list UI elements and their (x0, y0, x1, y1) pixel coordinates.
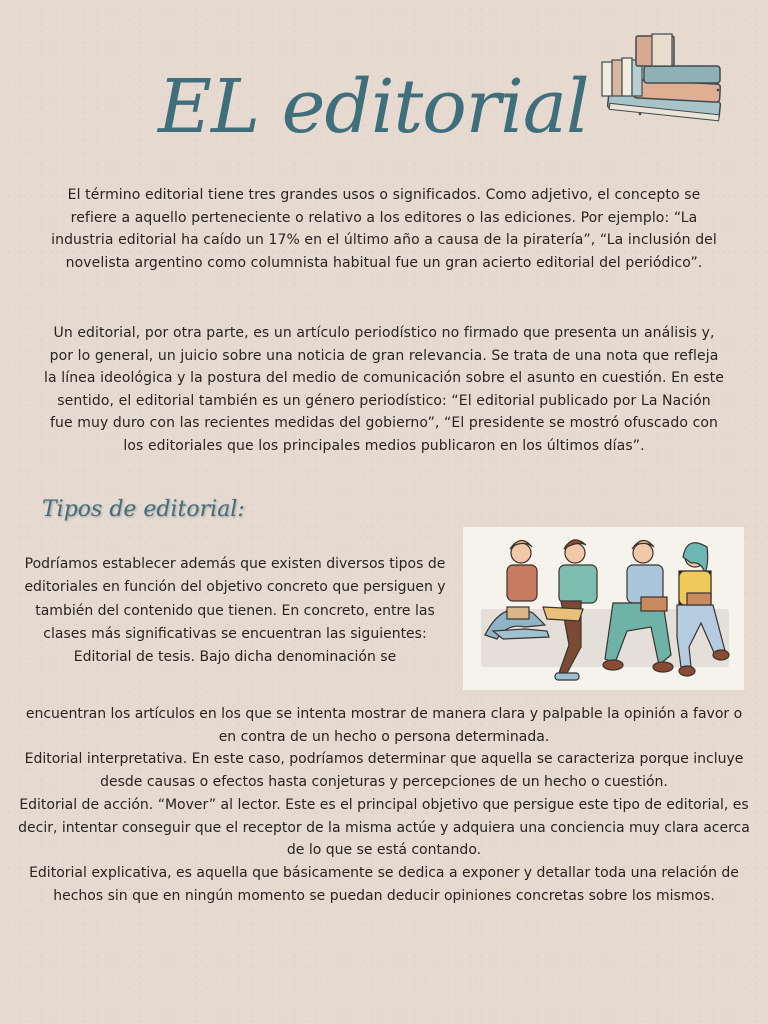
definition-paragraph: Un editorial, por otra parte, es un artículo periodístico no firmado que presenta un análisis y, por lo general, un juicio sobre una noticia de gran relevancia. Se trata de una nota que refleja la línea ideológica y la postura del medio de comunicación sobre el asunto en cuestión. En este sentido, el editorial también es un género periodístico: “El editorial publicado por La Nación fue muy duro con las recientes medidas del gobierno”, “El presidente se mostró ofuscado con los editoriales que los principales medios publicaron en los últimos días”. (44, 325, 724, 454)
interpretative-item: Editorial interpretativa. En este caso, podríamos determinar que aquella se caracteriza porque incluye desde causas o efectos hasta conjeturas y percepciones de un hecho o cuestión. (24, 751, 744, 791)
editorial-types-list (18, 703, 750, 907)
action-item: Editorial de acción. “Mover” al lector. Este es el principal objetivo que persigue este tipo de editorial, es decir, intentar conseguir que el receptor de la misma actúe y adquiera una conciencia muy clara acerca de lo que se está contando. (18, 796, 750, 859)
page-title: EL editorial (158, 64, 589, 150)
explanatory-item: Editorial explicativa, es aquella que básicamente se dedica a exponer y detallar toda una relación de hechos sin que en ningún momento se puedan deducir opiniones concretas sobre los mismos. (29, 864, 739, 904)
thesis-start-line: Editorial de tesis. Bajo dicha denominación se (73, 649, 397, 666)
stack-of-books-icon (600, 32, 732, 128)
types-intro-paragraph: Podríamos establecer además que existen diversos tipos de editoriales en función del objetivo concreto que persiguen y también del contenido que tienen. En concreto, entre las clases más significativas se encuentran las siguientes: (24, 556, 446, 642)
section-heading: Tipos de editorial: (42, 497, 245, 522)
types-intro-column (20, 553, 450, 669)
thesis-continued: encuentran los artículos en los que se intenta mostrar de manera clara y palpable la opinión a favor o en contra de un hecho o persona determinada. (25, 706, 743, 745)
people-reading-illustration (463, 527, 744, 690)
person-1 (485, 540, 549, 639)
people-reading-drawing (463, 527, 744, 690)
intro-paragraph: El término editorial tiene tres grandes usos o significados. Como adjetivo, el concepto se refiere a aquello perteneciente o relativo a los editores o las ediciones. Por ejemplo: “La industria editorial ha caído un 17% en el último año a causa de la piratería”, “La inclusión del novelista argentino como columnista habitual fue un gran acierto editorial del periódico”. (51, 187, 717, 271)
